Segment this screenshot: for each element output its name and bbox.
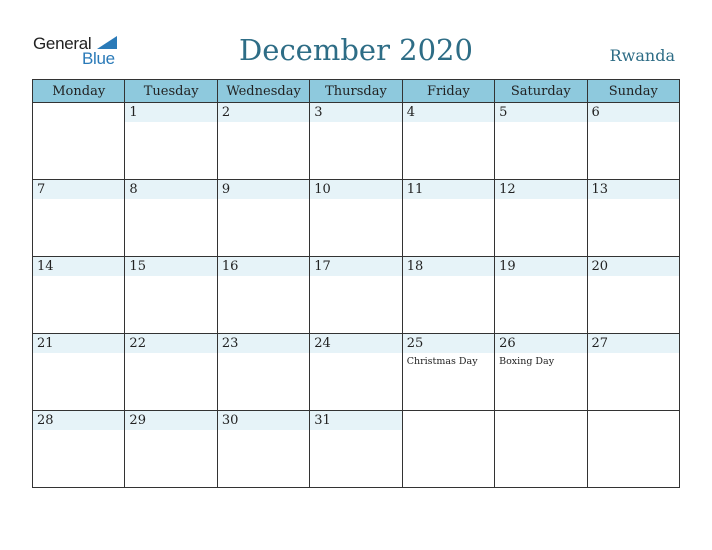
day-cell[interactable] xyxy=(402,411,494,488)
day-cell[interactable] xyxy=(33,103,125,180)
day-header-band xyxy=(125,257,216,276)
day-cell[interactable] xyxy=(495,257,587,334)
day-number: 13 xyxy=(591,182,609,197)
day-header-band xyxy=(495,257,586,276)
day-number: 20 xyxy=(591,259,609,274)
day-number: 17 xyxy=(314,259,331,274)
day-header-band xyxy=(588,334,679,353)
day-number: 15 xyxy=(129,259,146,274)
day-number: 8 xyxy=(129,182,138,197)
weekday-header: Sunday xyxy=(587,80,679,103)
day-cell[interactable] xyxy=(217,103,309,180)
day-number: 2 xyxy=(221,105,231,120)
calendar-grid xyxy=(32,79,680,488)
day-cell[interactable] xyxy=(587,257,679,334)
day-number: 4 xyxy=(406,105,415,120)
day-number: 6 xyxy=(591,105,600,120)
day-header-band xyxy=(403,257,494,276)
day-number: 3 xyxy=(314,105,323,120)
weekday-header: Tuesday xyxy=(125,80,217,103)
day-number: 12 xyxy=(499,182,516,197)
day-number: 23 xyxy=(221,336,239,351)
day-cell[interactable] xyxy=(310,257,402,334)
week-row xyxy=(33,103,680,180)
day-header-band xyxy=(33,257,124,276)
day-number: 9 xyxy=(221,182,231,197)
day-cell[interactable] xyxy=(587,180,679,257)
weekday-header: Friday xyxy=(402,80,494,103)
week-row xyxy=(33,411,680,488)
day-cell[interactable] xyxy=(310,180,402,257)
day-header-band xyxy=(33,334,124,353)
day-header-band xyxy=(588,103,679,122)
day-number: 24 xyxy=(314,336,331,351)
day-header-band xyxy=(403,334,494,353)
day-header-band xyxy=(218,257,309,276)
day-header-band xyxy=(495,334,586,353)
day-number: 5 xyxy=(499,105,508,120)
day-cell[interactable] xyxy=(495,103,587,180)
day-cell[interactable] xyxy=(33,180,125,257)
country-label: Rwanda xyxy=(609,46,675,65)
day-header-band xyxy=(310,103,401,122)
day-number: 10 xyxy=(314,182,331,197)
day-cell[interactable] xyxy=(33,334,125,411)
day-header-band xyxy=(125,334,216,353)
day-number: 21 xyxy=(37,336,54,351)
weekday-header: Thursday xyxy=(310,80,402,103)
day-cell[interactable] xyxy=(125,103,217,180)
day-cell[interactable] xyxy=(587,103,679,180)
day-header-band xyxy=(218,334,309,353)
weekday-header: Saturday xyxy=(495,80,587,103)
day-header-band xyxy=(310,257,401,276)
day-header-band xyxy=(588,411,679,430)
day-header-band xyxy=(495,180,586,199)
day-cell[interactable] xyxy=(310,334,402,411)
day-cell[interactable] xyxy=(125,180,217,257)
day-cell[interactable] xyxy=(217,180,309,257)
day-header-band xyxy=(125,411,216,430)
day-number: 7 xyxy=(37,182,46,197)
day-number: 11 xyxy=(406,182,424,197)
day-number: 1 xyxy=(129,105,138,120)
day-number: 30 xyxy=(221,413,239,428)
day-cell[interactable] xyxy=(402,180,494,257)
day-header-band xyxy=(495,103,586,122)
day-header-band xyxy=(310,334,401,353)
day-cell[interactable] xyxy=(125,411,217,488)
day-header-band xyxy=(403,411,494,430)
day-number: 29 xyxy=(129,413,146,428)
logo-general-text: General xyxy=(33,34,92,53)
day-header-band xyxy=(310,411,401,430)
day-cell[interactable] xyxy=(402,257,494,334)
day-number: 14 xyxy=(37,259,54,274)
holiday-label: Boxing Day xyxy=(499,356,555,367)
week-row xyxy=(33,334,680,411)
week-row xyxy=(33,257,680,334)
day-header-band xyxy=(588,257,679,276)
day-header-band xyxy=(218,180,309,199)
day-header-band xyxy=(403,103,494,122)
day-cell[interactable] xyxy=(495,334,587,411)
weekday-header: Wednesday xyxy=(217,80,309,103)
page-title: December 2020 xyxy=(239,33,473,67)
logo-blue-text: Blue xyxy=(82,49,115,68)
week-row xyxy=(33,180,680,257)
day-cell[interactable] xyxy=(587,334,679,411)
day-number: 22 xyxy=(129,336,146,351)
weekday-header: Monday xyxy=(33,80,125,103)
day-header-band xyxy=(33,180,124,199)
day-cell[interactable] xyxy=(587,411,679,488)
holiday-label: Christmas Day xyxy=(406,356,478,367)
day-number: 18 xyxy=(406,259,424,274)
day-number: 25 xyxy=(406,336,424,351)
day-header-band xyxy=(403,180,494,199)
day-cell[interactable] xyxy=(402,334,494,411)
day-header-band xyxy=(125,103,216,122)
day-number: 27 xyxy=(591,336,609,351)
day-number: 16 xyxy=(221,259,239,274)
day-cell[interactable] xyxy=(217,334,309,411)
day-header-band xyxy=(33,411,124,430)
day-cell[interactable] xyxy=(33,411,125,488)
day-cell[interactable] xyxy=(402,103,494,180)
day-header-band xyxy=(588,180,679,199)
day-header-band xyxy=(218,103,309,122)
day-cell[interactable] xyxy=(217,411,309,488)
day-number: 19 xyxy=(499,259,516,274)
day-cell[interactable] xyxy=(33,257,125,334)
day-number: 31 xyxy=(314,413,331,428)
day-cell[interactable] xyxy=(125,334,217,411)
weekday-header-row xyxy=(33,80,680,103)
day-header-band xyxy=(310,180,401,199)
day-cell[interactable] xyxy=(495,411,587,488)
day-number: 26 xyxy=(499,336,516,351)
day-cell[interactable] xyxy=(310,411,402,488)
day-cell[interactable] xyxy=(217,257,309,334)
day-header-band xyxy=(218,411,309,430)
day-number: 28 xyxy=(37,413,54,428)
day-header-band xyxy=(33,103,124,122)
day-cell[interactable] xyxy=(495,180,587,257)
day-cell[interactable] xyxy=(125,257,217,334)
day-header-band xyxy=(125,180,216,199)
day-header-band xyxy=(495,411,586,430)
day-cell[interactable] xyxy=(310,103,402,180)
